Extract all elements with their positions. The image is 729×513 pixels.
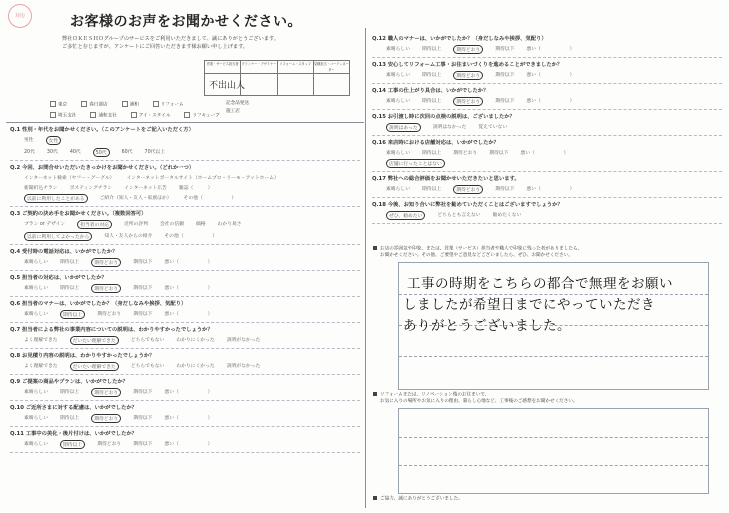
question-text: Q.7 担当者による弊社の事業内容についての説明は、わかりやすかったでしょうか？ — [10, 327, 213, 333]
answer-option[interactable]: 期待どおり — [453, 185, 483, 194]
answer-option[interactable]: 期待以下 — [495, 73, 515, 78]
answer-option[interactable]: 期待どおり — [91, 388, 121, 397]
question-text: Q.9 ご提案の商品やプランは、いかがでしたか？ — [10, 379, 128, 385]
answer-row — [10, 174, 360, 181]
question-block — [372, 34, 722, 58]
answer-option[interactable]: 期待どおり — [453, 45, 483, 54]
question-text: Q.6 担当者のマナーは、いかがでしたか？（身だしなみや挨拶、気配り） — [10, 301, 187, 307]
stamp-text: 対応 — [14, 13, 25, 19]
answer-option[interactable]: 説明がなかった — [226, 364, 261, 369]
answer-option[interactable]: 20代 — [24, 150, 35, 155]
store-option[interactable] — [50, 101, 67, 109]
answer-option[interactable]: 勧めたくない — [492, 213, 522, 218]
question-text: Q.18 今後、お知り合いに弊社を勧めていただくことはございますでしょうか？ — [372, 202, 563, 208]
question-block — [372, 86, 722, 110]
answer-option[interactable]: 女性 — [46, 136, 62, 145]
staff-header: 見積担当・コーディネーター — [313, 62, 349, 72]
question-divider — [10, 296, 360, 297]
answer-option[interactable]: 期待以上 — [60, 260, 80, 265]
question-block — [10, 247, 360, 271]
answer-option[interactable]: 価格 — [196, 222, 206, 227]
question-divider — [372, 135, 722, 136]
answer-option[interactable]: 悪い（ ） — [164, 286, 213, 291]
handwritten-comment-line: ありがとうございました。 — [403, 318, 571, 334]
answer-option[interactable]: 悪い（ ） — [526, 99, 575, 104]
answer-option[interactable]: 素晴らしい — [386, 151, 410, 156]
store-extra — [226, 101, 249, 115]
store-label: 浦和支社 — [98, 113, 117, 118]
answer-option[interactable]: 素晴らしい — [24, 286, 48, 291]
answer-option[interactable]: わかりにくかった — [176, 338, 215, 343]
answer-row — [372, 185, 722, 194]
answer-option[interactable]: 期待どおり — [453, 97, 483, 106]
store-option[interactable] — [153, 101, 184, 109]
answer-option[interactable]: 期待どおり — [453, 71, 483, 80]
question-text: Q.11 工事中の美化・後片付けは、いかがでしたか？ — [10, 431, 137, 437]
answer-option[interactable]: わかりにくかった — [176, 364, 215, 369]
store-label: アイ・スタイル — [138, 113, 171, 118]
question-text: Q.8 お見積り内容の説明は、わかりやすかったでしょうか？ — [10, 353, 155, 359]
footer-thanks — [373, 496, 463, 503]
answer-option[interactable]: 期待以下 — [133, 416, 153, 421]
question-block — [10, 429, 360, 453]
answer-option[interactable]: 期待以上 — [422, 99, 442, 104]
answer-option[interactable]: 期待どおり — [453, 151, 478, 156]
store-label: 春日部店 — [89, 102, 108, 108]
store-option[interactable] — [122, 101, 139, 109]
answer-option[interactable]: 悪い（ ） — [164, 260, 213, 265]
answer-option[interactable]: 期待以上 — [422, 47, 442, 52]
answer-row — [10, 362, 360, 371]
answer-option[interactable]: 期待以上 — [422, 151, 442, 156]
store-option[interactable] — [131, 112, 171, 120]
answer-option[interactable]: 悪い（ ） — [520, 151, 569, 156]
staff-cell — [278, 74, 314, 96]
answer-option[interactable]: 素晴らしい — [24, 260, 48, 265]
question-divider — [10, 322, 360, 323]
answer-option[interactable]: 60代 — [121, 150, 133, 155]
question-divider — [10, 270, 360, 271]
answer-row — [10, 148, 360, 157]
question-block — [372, 60, 722, 84]
answer-option[interactable]: 以前に利用したことがある — [24, 194, 88, 203]
answer-row — [10, 388, 360, 397]
question-block — [10, 351, 360, 375]
checkbox[interactable] — [153, 101, 159, 107]
question-divider — [10, 452, 360, 453]
answer-row — [372, 159, 722, 168]
store-extra-label: 施工店 — [226, 109, 240, 114]
question-block — [372, 138, 722, 172]
answer-row — [10, 258, 360, 267]
question-text: Q.4 受付時の電話対応は、いかがでしたか？ — [10, 249, 118, 255]
answer-row — [372, 149, 722, 156]
store-label: 東京 — [58, 102, 68, 108]
question-block — [10, 125, 360, 161]
answer-option[interactable]: 悪い（ ） — [164, 442, 213, 447]
question-text: Q.2 今回、お問合せいただいたきっかけをお聞かせください。（どれか一つ） — [10, 165, 195, 171]
answer-option[interactable]: インターネットポータルサイト（ホームプロ・リーモ・アットホーム） — [126, 176, 279, 181]
answer-option[interactable]: インターネット広告 — [124, 186, 167, 191]
answer-option[interactable]: 期待以上 — [60, 440, 85, 449]
left-question-column — [10, 125, 360, 455]
right-question-column — [372, 34, 722, 226]
answer-option[interactable]: 期待以下 — [133, 442, 153, 447]
question-text: Q.15 お引渡し時に次回の点検の説明は、ございましたか？ — [372, 114, 515, 120]
question-text: Q.14 工事の仕上がり具合は、いかがでしたか？ — [372, 88, 489, 94]
question-block — [372, 174, 722, 198]
answer-option[interactable]: 期待以下 — [133, 312, 153, 317]
answer-option[interactable]: 期待以下 — [495, 99, 515, 104]
answer-row — [10, 232, 360, 241]
store-extra-label: 記念品発送 — [226, 101, 249, 106]
question-divider — [372, 197, 722, 198]
answer-option[interactable]: 素晴らしい — [24, 312, 48, 317]
answer-option[interactable]: 期待以上 — [422, 187, 442, 192]
answer-option[interactable]: 説明はあった — [386, 123, 421, 132]
answer-option[interactable]: 担当者の対応 — [77, 220, 112, 229]
divider — [6, 122, 364, 123]
comment-prompt-1-line1: お店の雰囲気や印象、または、営業（サービス）担当者や職人で印象に残った者がありましたら、 — [380, 246, 583, 252]
answer-option[interactable]: 男性 — [24, 138, 34, 143]
answer-option[interactable]: 期待どおり — [91, 258, 121, 267]
answer-row — [372, 211, 722, 220]
answer-option[interactable]: 店舗に行ったことはない — [386, 159, 445, 168]
question-text: Q.1 性別・年代をお聞かせください。（このアンケートをご記入いただく方） — [10, 127, 194, 133]
question-text: Q.5 担当者の対応は、いかがでしたか？ — [10, 275, 107, 281]
answer-option[interactable]: 50代 — [93, 148, 110, 157]
store-label: 浦和 — [129, 102, 139, 108]
intro-line-1: 弊社ＯＫＥＳＨＯグループのサービスをご利用いただきまして、誠にありがとうございます。 — [62, 36, 279, 42]
question-divider — [372, 109, 722, 110]
answer-option[interactable]: 素晴らしい — [386, 187, 410, 192]
store-option[interactable] — [50, 112, 76, 120]
answer-option[interactable]: 説明はなかった — [432, 125, 467, 130]
staff-table — [204, 60, 350, 96]
question-block — [10, 403, 360, 427]
question-block — [10, 377, 360, 401]
answer-option[interactable]: 期待以上 — [60, 416, 80, 421]
answer-option[interactable]: 素晴らしい — [24, 442, 48, 447]
question-divider — [372, 83, 722, 84]
answer-option[interactable]: その他（ ） — [164, 234, 218, 239]
question-block — [10, 299, 360, 323]
comment-prompt-2-line2: お気に入りの場所やお気に入りの理由、暮らし心地など、工事後のご感想をお聞かせください。 — [380, 398, 578, 404]
answer-row — [10, 336, 360, 345]
answer-option[interactable]: 悪い（ ） — [164, 312, 213, 317]
answer-option[interactable]: 期待以下 — [489, 151, 509, 156]
question-divider — [372, 171, 722, 172]
survey-title: お客様のお声をお聞かせください。 — [70, 14, 302, 30]
comment-prompt-2-line1: リフォームまたは、リノベーション後のお住まいで、 — [380, 392, 490, 398]
answer-option[interactable]: 悪い（ ） — [526, 187, 575, 192]
answer-option[interactable]: 30代 — [46, 150, 58, 155]
answer-row — [372, 123, 722, 132]
answer-option[interactable]: 期待以上 — [60, 390, 80, 395]
answer-option[interactable]: 悪い（ ） — [164, 390, 213, 395]
staff-header: リフォーム・スタッフ — [278, 61, 314, 73]
staff-header: 営業・サービス担当者 — [205, 61, 241, 73]
answer-option[interactable]: 悪い（ ） — [526, 47, 575, 52]
answer-option[interactable]: 70代以上 — [144, 150, 166, 155]
question-divider — [372, 223, 722, 224]
answer-row — [10, 284, 360, 293]
answer-option[interactable]: 知人・友人からの紹介 — [104, 234, 153, 239]
comment-guideline — [399, 437, 708, 438]
question-block — [372, 112, 722, 136]
answer-option[interactable]: 期待どおり — [97, 442, 122, 447]
question-block — [10, 273, 360, 297]
comment-guideline — [399, 465, 708, 466]
question-text: Q.10 ご近所さまに対する配慮は、いかがでしたか？ — [10, 405, 137, 411]
question-divider — [10, 426, 360, 427]
answer-option[interactable]: よく理解できた — [24, 338, 58, 343]
comment-prompt-1-line2: お聞かせください。その他、ご要望やご意見などございましたら、ぜひ、お聞かせください。 — [380, 252, 573, 258]
answer-row — [10, 310, 360, 319]
store-option[interactable] — [81, 101, 107, 109]
answer-option[interactable]: 期待どおり — [97, 312, 122, 317]
answer-option[interactable]: どちらとも言えない — [437, 213, 481, 218]
comment-prompt-1 — [373, 246, 582, 259]
answer-row — [372, 71, 722, 80]
question-divider — [10, 206, 360, 207]
answer-option[interactable]: 素晴らしい — [386, 99, 410, 104]
answer-option[interactable]: 素晴らしい — [24, 416, 48, 421]
answer-option[interactable]: 期待以下 — [495, 187, 515, 192]
comment-guideline — [399, 356, 708, 357]
checkbox[interactable] — [90, 112, 96, 118]
answer-option[interactable]: どちらでもない — [130, 338, 165, 343]
checkbox[interactable] — [184, 112, 190, 118]
answer-option[interactable]: 覚えていない — [478, 125, 508, 130]
answer-option[interactable]: 期待どおり — [91, 414, 121, 423]
answer-row — [10, 194, 360, 203]
answer-option[interactable]: 期待以下 — [495, 47, 515, 52]
answer-option[interactable]: 会社の信頼 — [160, 222, 184, 227]
question-block — [10, 163, 360, 207]
handwritten-comment-line: 工事の時期をこちらの都合で無理をお願い — [407, 276, 673, 292]
answer-option[interactable]: プラン or デザイン — [24, 222, 66, 227]
answer-option[interactable]: 悪い（ ） — [164, 416, 213, 421]
answer-option[interactable]: 期待以上 — [60, 310, 85, 319]
staff-header: プランナー・デザイナー — [241, 61, 277, 73]
answer-option[interactable]: 近所の評判 — [124, 222, 148, 227]
question-divider — [10, 160, 360, 161]
question-divider — [10, 400, 360, 401]
answer-row — [372, 97, 722, 106]
footer-text: ご協力、誠にありがとうございました。 — [380, 496, 463, 502]
answer-option[interactable]: 期待以下 — [133, 260, 153, 265]
staff-cell — [205, 74, 246, 96]
answer-option[interactable]: 以前に利用してよかったから — [24, 232, 92, 241]
answer-option[interactable]: ポスティングチラシ — [69, 186, 113, 191]
question-text: Q.13 安心してリフォーム工事・お住まいづくりを進めることができましたか？ — [372, 62, 563, 68]
comment-prompt-2 — [373, 392, 578, 405]
answer-option[interactable]: ぜひ、勧めたい — [386, 211, 425, 220]
answer-option[interactable]: 雑誌（ ） — [178, 186, 213, 191]
answer-row — [372, 45, 722, 54]
checkbox[interactable] — [50, 112, 56, 118]
store-label: 埼玉支社 — [58, 113, 77, 118]
answer-option[interactable]: 素晴らしい — [386, 47, 410, 52]
answer-option[interactable]: わかり易さ — [217, 222, 242, 227]
answer-option[interactable]: 新聞折込チラシ — [24, 186, 58, 191]
comment-box-2[interactable] — [398, 408, 709, 494]
question-block — [372, 200, 722, 224]
question-text: Q.12 職人のマナーは、いかがでしたか？（身だしなみや挨拶、気配り） — [372, 36, 547, 42]
answer-row — [10, 136, 360, 145]
store-option[interactable] — [184, 112, 219, 120]
question-block — [10, 325, 360, 349]
question-divider — [372, 57, 722, 58]
answer-option[interactable]: 期待以上 — [60, 286, 80, 291]
answer-row — [10, 220, 360, 229]
answer-option[interactable]: 素晴らしい — [24, 390, 48, 395]
answer-option[interactable]: よく理解できた — [24, 364, 58, 369]
answer-option[interactable]: 期待以下 — [133, 286, 153, 291]
answer-option[interactable]: 悪い（ ） — [526, 73, 575, 78]
answer-option[interactable]: どちらでもない — [130, 364, 165, 369]
question-block — [10, 209, 360, 245]
answer-row — [10, 440, 360, 449]
column-divider — [365, 28, 366, 508]
answer-option[interactable]: インターネット検索（ヤフー・グーグル） — [24, 176, 115, 181]
checkbox[interactable] — [81, 101, 87, 107]
store-option[interactable] — [90, 112, 116, 120]
checkbox[interactable] — [122, 101, 128, 107]
question-divider — [10, 244, 360, 245]
answer-option[interactable]: 素晴らしい — [386, 73, 410, 78]
staff-cell — [241, 74, 277, 96]
question-divider — [10, 374, 360, 375]
answer-option[interactable]: 期待以上 — [422, 73, 442, 78]
stamp — [8, 4, 32, 28]
answer-row — [10, 414, 360, 423]
answer-option[interactable]: だいたい理解できた — [70, 336, 119, 345]
store-label: リフォーム — [160, 102, 184, 108]
checkbox[interactable] — [131, 112, 137, 118]
question-divider — [10, 348, 360, 349]
comment-box-1[interactable] — [398, 262, 709, 390]
answer-option[interactable]: 期待どおり — [91, 284, 121, 293]
staff-signature: 不出山人 — [209, 81, 246, 91]
question-text: Q.17 弊社への総合評価をお聞かせいただきたいと思います。 — [372, 176, 520, 182]
staff-cell — [314, 74, 349, 96]
answer-option[interactable]: だいたい理解できた — [70, 362, 119, 371]
answer-option[interactable]: 期待以下 — [133, 390, 153, 395]
store-label: リフキューブ — [192, 113, 220, 118]
answer-option[interactable]: 40代 — [69, 150, 81, 155]
answer-option[interactable]: その他（ ） — [183, 196, 237, 201]
answer-option[interactable]: ご紹介（知人・友人・家族ほか） — [99, 196, 172, 201]
answer-option[interactable]: 説明がなかった — [226, 338, 261, 343]
question-text: Q.16 来店時における店舗対応は、いかがでしたか？ — [372, 140, 499, 146]
intro-line-2: ご多忙と存じますが、アンケートにご回答いただきます様お願い申し上げます。 — [62, 44, 249, 50]
handwritten-comment-line: しましたが希望日までにやっていただき — [403, 297, 655, 313]
checkbox[interactable] — [50, 101, 56, 107]
question-text: Q.3 ご契約の決め手をお聞かせください。（複数回答可） — [10, 211, 147, 217]
answer-row — [10, 184, 360, 191]
